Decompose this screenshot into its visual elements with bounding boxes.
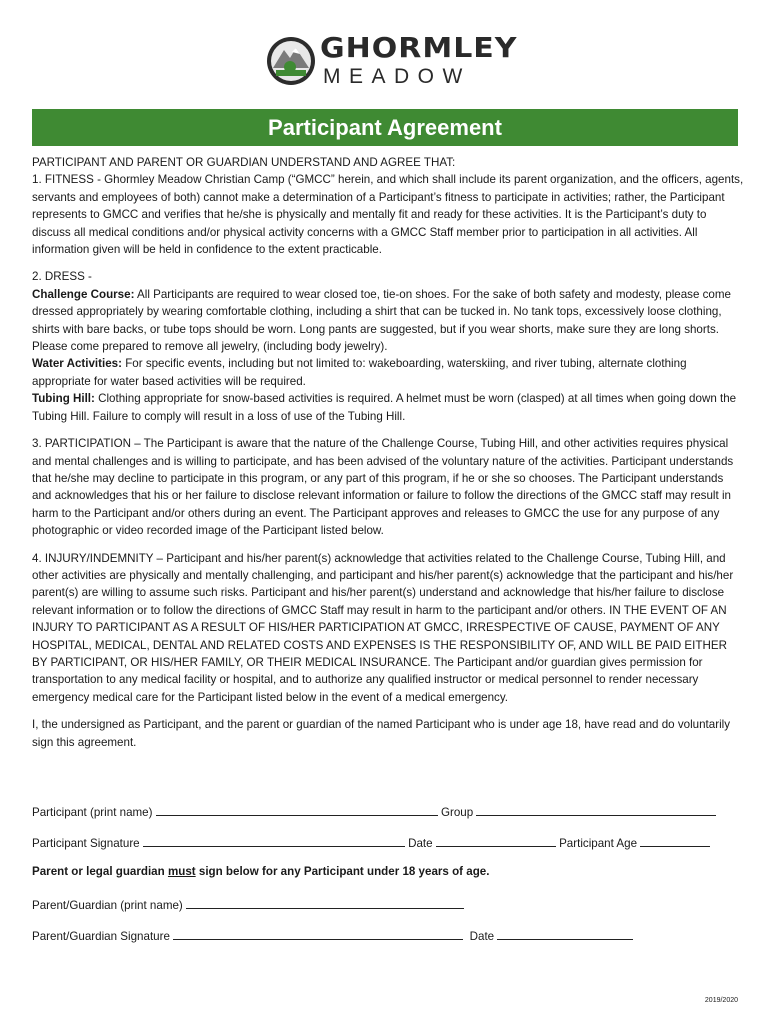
- logo-word-meadow: MEADOW: [323, 65, 471, 88]
- guardian-date-label: Date: [469, 930, 495, 943]
- water-activities-text: For specific events, including but not limited to: wakeboarding, waterskiing, and river tubing, alternate clothing appropriate for water based activities will be required.: [32, 357, 687, 388]
- guardian-signature-row: [32, 927, 633, 943]
- guardian-name-row: [32, 896, 464, 912]
- guardian-date-field[interactable]: [497, 927, 633, 940]
- participant-age-field[interactable]: [640, 834, 710, 847]
- group-field[interactable]: [476, 803, 716, 816]
- group-label: Group: [440, 806, 474, 819]
- guardian-note-after: sign below for any Participant under 18 years of age.: [195, 865, 490, 878]
- challenge-course-label: Challenge Course:: [32, 287, 135, 301]
- challenge-course-text: All Participants are required to wear closed toe, tie-on shoes. For the sake of both safety and modesty, please come dressed appropriately by wearing comfortable clothing, including a shirt that can be tucked in. No tank tops, excessively loose clothing, shirts with bare backs, or tube tops should be worn. Long pants are suggested, but if you wear shorts, make sure they are long shorts. Please come prepared to remove all jewelry, (including body jewelry).: [32, 287, 731, 354]
- guardian-note: [32, 865, 489, 878]
- section-injury: 4. INJURY/INDEMNITY – Participant and his/her parent(s) acknowledge that activities related to the Challenge Course, Tubing Hill, and other activities are physically and mentally challenging, and participant and his/her parent(s) acknowledge that the participant and his/her parent(s) are willing to assume such risks. Participant and his/her parent(s) understand and acknowledge that his/her failure to disclose relevant information or to follow the directions of GMCC Staff may result in harm to the participant and/or others. IN THE EVENT OF AN INJURY TO PARTICIPANT AS A RESULT OF HIS/HER PARTICIPATION AT GMCC, IRRESPECTIVE OF CAUSE, PAYMENT OF ANY HOSPITAL, MEDICAL, DENTAL AND RELATED COSTS AND EXPENSES IS THE RESPONSIBILITY OF, AND WILL BE PAID EITHER BY PARTICIPANT, OR HIS/HER FAMILY, OR THEIR MEDICAL INSURANCE. The Participant and/or guardian gives permission for transportation to any medical facility or hospital, and to authorize any qualified instructor or medical personnel to render necessary emergency medical care for the Participant listed below in the event of a medical emergency.: [32, 551, 734, 704]
- guardian-note-before: Parent or legal guardian: [32, 865, 168, 878]
- intro-heading: PARTICIPANT AND PARENT OR GUARDIAN UNDERSTAND AND AGREE THAT:: [32, 156, 456, 169]
- guardian-name-label: Parent/Guardian (print name): [32, 899, 183, 912]
- section-participation: 3. PARTICIPATION – The Participant is aware that the nature of the Challenge Course, Tubing Hill, and other activities requires physical and mental challenges and is willing to participate, and has been advised of the voluntary nature of the activities. Participant understands that he/she may decline to participate in this program, or any part of this program, if he or she so chooses. The Participant understands and acknowledges that his or her failure to disclose relevant information or failure to follow the directions of the GMCC staff may result in harm to the Participant and/or others during an event. The Participant approves and releases to GMCC the use for any purpose of any photographic or video recorded image of the Participant listed below.: [32, 437, 734, 538]
- guardian-signature-label: Parent/Guardian Signature: [32, 930, 170, 943]
- undersigned-statement: I, the undersigned as Participant, and the parent or guardian of the named Participant who is under age 18, have read and do voluntarily sign this agreement.: [32, 718, 731, 749]
- guardian-note-must: must: [167, 865, 196, 878]
- water-activities-label: Water Activities:: [32, 357, 122, 371]
- participant-name-row: [32, 803, 716, 819]
- tubing-hill-label: Tubing Hill:: [32, 392, 95, 406]
- ghormley-meadow-logo: [266, 32, 518, 92]
- form-year: 2019/2020: [704, 997, 738, 1004]
- date-label: Date: [408, 837, 433, 850]
- participant-signature-row: [32, 834, 710, 850]
- agreement-body: [32, 154, 744, 761]
- participant-name-field[interactable]: [156, 803, 438, 816]
- participant-name-label: Participant (print name): [32, 806, 153, 819]
- section-fitness: [32, 154, 744, 258]
- tubing-hill-text: Clothing appropriate for snow-based activities is required. A helmet must be worn (clasped) at all times when going down the Tubing Hill. Failure to comply will result in a loss of use of the Tubing Hill.: [32, 392, 737, 423]
- participant-age-label: Participant Age: [559, 837, 638, 850]
- page-title-banner: Participant Agreement: [32, 109, 738, 146]
- section-dress: [32, 268, 744, 425]
- dress-heading: 2. DRESS -: [32, 270, 92, 284]
- date-field[interactable]: [436, 834, 556, 847]
- mountain-emblem-icon: [266, 32, 316, 90]
- guardian-name-field[interactable]: [186, 896, 464, 909]
- logo-word-ghormley: GHORMLEY: [320, 32, 518, 65]
- participant-signature-field[interactable]: [143, 834, 405, 847]
- participant-signature-label: Participant Signature: [32, 837, 140, 850]
- guardian-signature-field[interactable]: [173, 927, 463, 940]
- fitness-text: 1. FITNESS - Ghormley Meadow Christian Camp (“GMCC” herein, and which shall include its parent organization, and the officers, agents, servants and employees of both) cannot make a determination of a Participant’s fitness to participate in activities; rather, the Participant represents to GMCC and verifies that he/she is physically and mentally fit and ready for these activities. It is the Participant’s duty to discuss all medical conditions and/or physical activity concerns with a GMCC Staff member prior to participation in all activities. All information given will be held in confidence to the extent practicable.: [32, 173, 744, 257]
